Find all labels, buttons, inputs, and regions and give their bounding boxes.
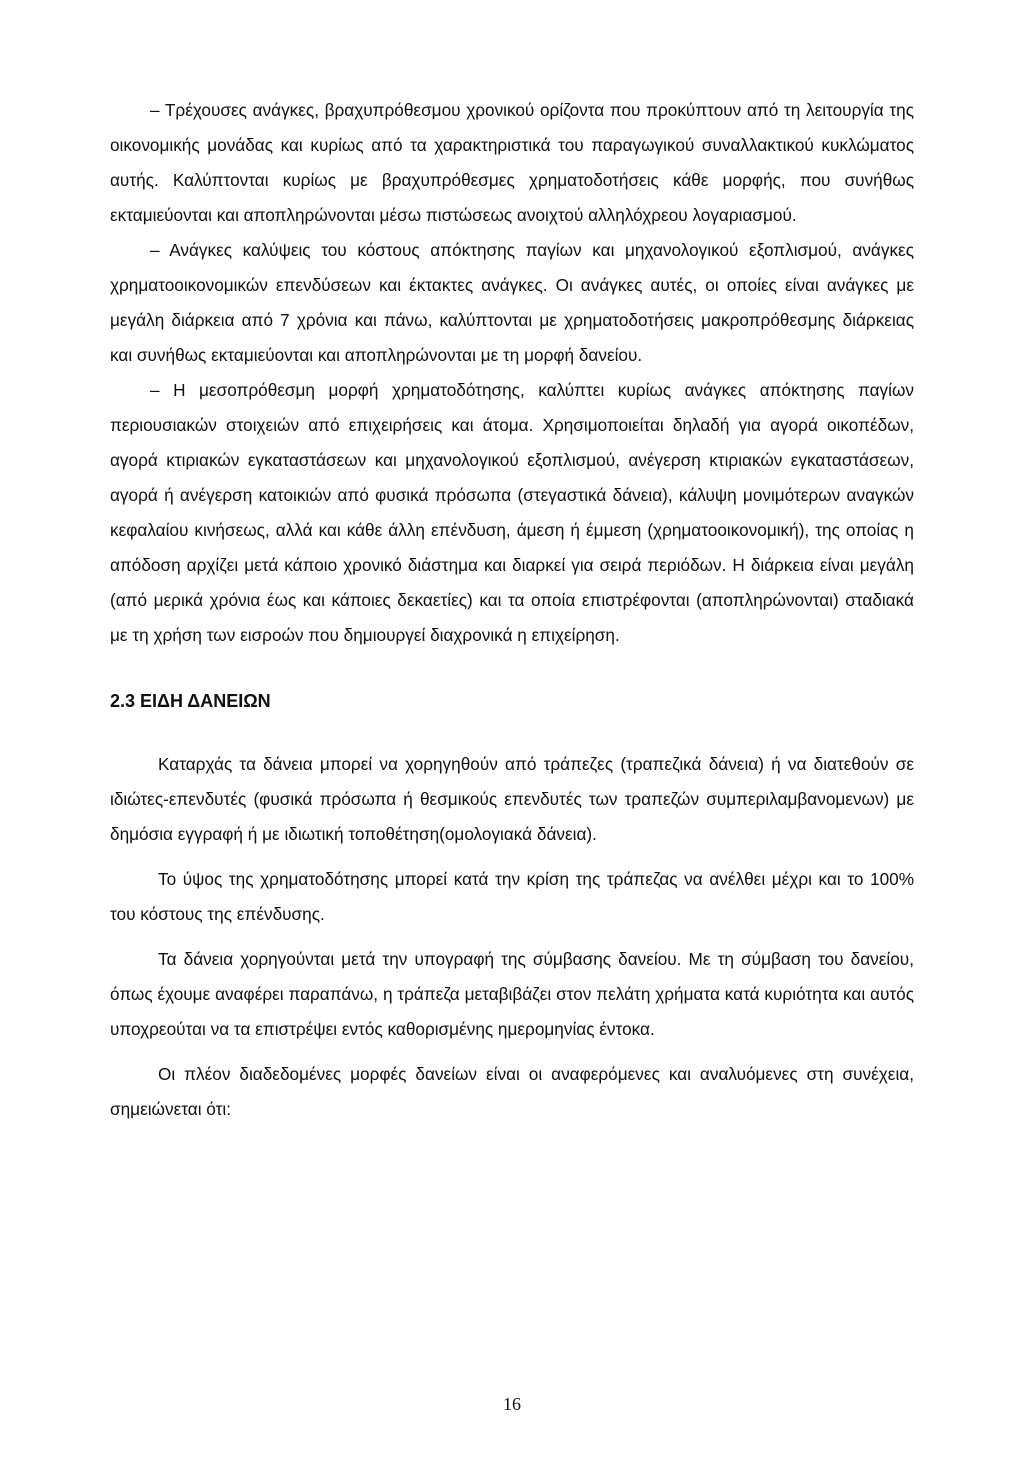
paragraph-loan-sources: Καταρχάς τα δάνεια μπορεί να χορηγηθούν από τράπεζες (τραπεζικά δάνεια) ή να διατεθούν σε ιδιώτες-επενδυτές (φυσικά πρόσωπα ή θεσμικούς επενδυτές των τραπεζών συμπεριλαμβανομενων) με δημόσια εγγραφή ή με ιδιωτική τοποθέτηση(ομολογιακά δάνεια).	[110, 754, 914, 844]
paragraph-fixed-asset-needs: – Ανάγκες καλύψεις του κόστους απόκτησης παγίων και μηχανολογικού εξοπλισμού, ανάγκες χρηματοοικονομικών επενδύσεων και έκτακτες ανάγκες. Οι ανάγκες αυτές, οι οποίες είναι ανάγκες με μεγάλη διάρκεια από 7 χρόνια και πάνω, καλύπτονται με χρηματοδοτήσεις μακροπρόθεσμης διάρκειας και συνήθως εκταμιεύονται και αποπληρώνονται με τη μορφή δανείου.	[110, 240, 914, 365]
page-number: 16	[503, 1394, 521, 1414]
document-body	[110, 93, 914, 1127]
paragraph-medium-term-financing: – Η μεσοπρόθεσμη μορφή χρηματοδότησης, καλύπτει κυρίως ανάγκες απόκτησης παγίων περιουσιακών στοιχειών από επιχειρήσεις και άτομα. Χρησιμοποιείται δηλαδή για αγορά οικοπέδων, αγορά κτιριακών εγκαταστάσεων και μηχανολογικού εξοπλισμού, ανέγερση κτιριακών εγκαταστάσεων, αγορά ή ανέγερση κατοικιών από φυσικά πρόσωπα (στεγαστικά δάνεια), κάλυψη μονιμότερων αναγκών κεφαλαίου κινήσεως, αλλά και κάθε άλλη επένδυση, άμεση ή έμμεση (χρηματοοικονομική), της οποίας η απόδοση αρχίζει μετά κάποιο χρονικό διάστημα και διαρκεί για σειρά περιόδων. Η διάρκεια είναι μεγάλη (από μερικά χρόνια έως και κάποιες δεκαετίες) και τα οποία επιστρέφονται (αποπληρώνονται) σταδιακά με τη χρήση των εισροών που δημιουργεί διαχρονικά η επιχείρηση.	[110, 380, 914, 645]
section-heading: 2.3 ΕΙΔΗ ΔΑΝΕΙΩΝ	[110, 691, 271, 711]
paragraph-loan-types-intro: Οι πλέον διαδεδομένες μορφές δανείων είναι οι αναφερόμενες και αναλυόμενες στη συνέχεια, σημειώνεται ότι:	[110, 1064, 914, 1119]
paragraph-current-needs: – Τρέχουσες ανάγκες, βραχυπρόθεσμου χρονικού ορίζοντα που προκύπτουν από τη λειτουργία της οικονομικής μονάδας και κυρίως από τα χαρακτηριστικά του παραγωγικού συναλλακτικού κυκλώματος αυτής. Καλύπτονται κυρίως με βραχυπρόθεσμες χρηματοδοτήσεις κάθε μορφής, που συνήθως εκταμιεύονται και αποπληρώνονται μέσω πιστώσεως ανοιχτού αλληλόχρεου λογαριασμού.	[110, 100, 914, 225]
paragraph-loan-agreement: Τα δάνεια χορηγούνται μετά την υπογραφή της σύμβασης δανείου. Με τη σύμβαση του δανείου, όπως έχουμε αναφέρει παραπάνω, η τράπεζα μεταβιβάζει στον πελάτη χρήματα κατά κυριότητα και αυτός υποχρεούται να τα επιστρέψει εντός καθορισμένης ημερομηνίας έντοκα.	[110, 949, 914, 1039]
paragraph-financing-amount: Το ύψος της χρηματοδότησης μπορεί κατά την κρίση της τράπεζας να ανέλθει μέχρι και το 100% του κόστους της επένδυσης.	[110, 869, 914, 924]
